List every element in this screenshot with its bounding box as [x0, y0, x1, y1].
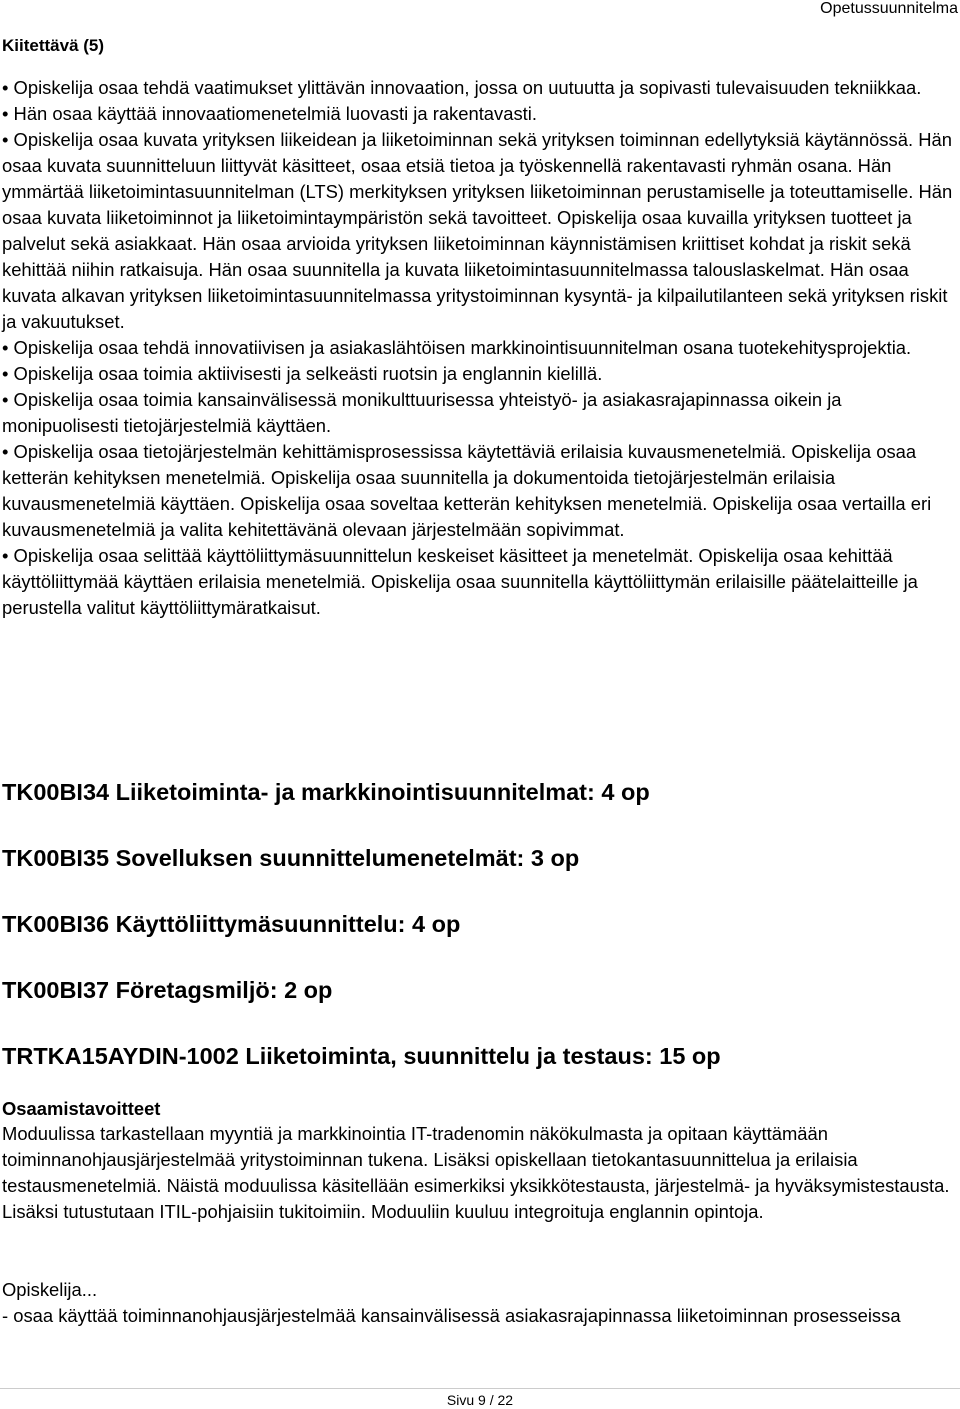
learning-goals-text: Moduulissa tarkastellaan myyntiä ja markkinointia IT-tradenomin näkökulmasta ja opitaan käyttämään toiminnanohjausjärjestelmää yritystoiminnan tukena. Lisäksi opiskellaan tietokantasuunnittelua ja erilaisia testausmenetelmiä. Näistä moduulissa käsitellään esimerkiksi yksikkötestausta, järjestelmä- ja hyväksymistestausta. Lisäksi tutustutaan ITIL-pohjaisiin tukitoimiin. Moduuliin kuuluu integroituja englannin opintoja.	[2, 1123, 950, 1222]
criteria-item: • Hän osaa käyttää innovaatiomenetelmiä luovasti ja rakentavasti.	[2, 103, 537, 124]
student-label: Opiskelija...	[2, 1279, 98, 1300]
module-heading: TK00BI36 Käyttöliittymäsuunnittelu: 4 op	[2, 911, 461, 937]
criteria-item: • Opiskelija osaa tietojärjestelmän kehittämisprosessissa käytettäviä erilaisia kuvausmenetelmiä. Opiskelija osaa ketterän kehityksen menetelmiä. Opiskelija osaa suunnitella ja dokumentoida tietojärjestelmän erilaisia kuvausmenetelmiä käyttäen. Opiskelija osaa soveltaa ketterän kehityksen menetelmiä. Opiskelija osaa vertailla eri kuvausmenetelmiä ja valita kehitettävänä olevaan järjestelmään sopivimmat.	[2, 441, 932, 540]
student-goal-item: - osaa käyttää toiminnanohjausjärjestelmää kansainvälisessä asiakasrajapinnassa liiketoiminnan prosesseissa	[2, 1305, 901, 1326]
grade-heading: Kiitettävä (5)	[2, 36, 105, 55]
criteria-item: • Opiskelija osaa toimia kansainvälisessä monikulttuurisessa yhteistyö- ja asiakasrajapinnassa oikein ja monipuolisesti tietojärjestelmiä käyttäen.	[2, 389, 842, 436]
criteria-item: • Opiskelija osaa selittää käyttöliittymäsuunnittelun keskeiset käsitteet ja menetelmät. Opiskelija osaa kehittää käyttöliittymää käyttäen erilaisia menetelmiä. Opiskelija osaa suunnitella käyttöliittymän erilaisille päätelaitteille ja perustella valitut käyttöliittymäratkaisut.	[2, 545, 918, 618]
criteria-item: • Opiskelija osaa kuvata yrityksen liikeidean ja liiketoiminnan sekä yrityksen toiminnan edellytyksiä käytännössä. Hän osaa kuvata suunnitteluun liittyvät käsitteet, osaa etsiä tietoa ja työskennellä rakentavasti ryhmän osana. Hän ymmärtää liiketoimintasuunnitelman (LTS) merkityksen yrityksen liiketoiminnan perustamiselle ja toteuttamiselle. Hän osaa kuvata liiketoiminnot ja liiketoimintaympäristön sekä tavoitteet. Opiskelija osaa kuvailla yrityksen tuotteet ja palvelut sekä asiakkaat. Hän osaa arvioida yrityksen liiketoiminnan käynnistämisen kriittiset kohdat ja riskit sekä kehittää niihin ratkaisuja. Hän osaa suunnitella ja kuvata liiketoimintasuunnitelmassa talouslaskelmat. Hän osaa kuvata alkavan yrityksen liiketoimintasuunnitelmassa yritystoiminnan kysyntä- ja kilpailutilanteen sekä yrityksen riskit ja vakuutukset.	[2, 129, 953, 332]
module-heading: TK00BI35 Sovelluksen suunnittelumenetelmät: 3 op	[2, 845, 580, 871]
module-heading: TK00BI37 Företagsmiljö: 2 op	[2, 977, 333, 1003]
footer-divider	[0, 1388, 960, 1389]
learning-goals-heading: Osaamistavoitteet	[2, 1098, 161, 1119]
criteria-item: • Opiskelija osaa tehdä innovatiivisen ja asiakaslähtöisen markkinointisuunnitelman osana tuotekehitysprojektia.	[2, 337, 912, 358]
grade-criteria	[2, 75, 954, 621]
document-title: Opetussuunnitelma	[820, 0, 958, 17]
criteria-item: • Opiskelija osaa tehdä vaatimukset ylittävän innovaation, jossa on uutuutta ja sopivasti tulevaisuuden tekniikkaa.	[2, 77, 922, 98]
criteria-item: • Opiskelija osaa toimia aktiivisesti ja selkeästi ruotsin ja englannin kielillä.	[2, 363, 603, 384]
module-heading: TK00BI34 Liiketoiminta- ja markkinointisuunnitelmat: 4 op	[2, 779, 650, 805]
module-heading: TRTKA15AYDIN-1002 Liiketoiminta, suunnittelu ja testaus: 15 op	[2, 1043, 721, 1069]
page-number: Sivu 9 / 22	[446, 1392, 514, 1408]
